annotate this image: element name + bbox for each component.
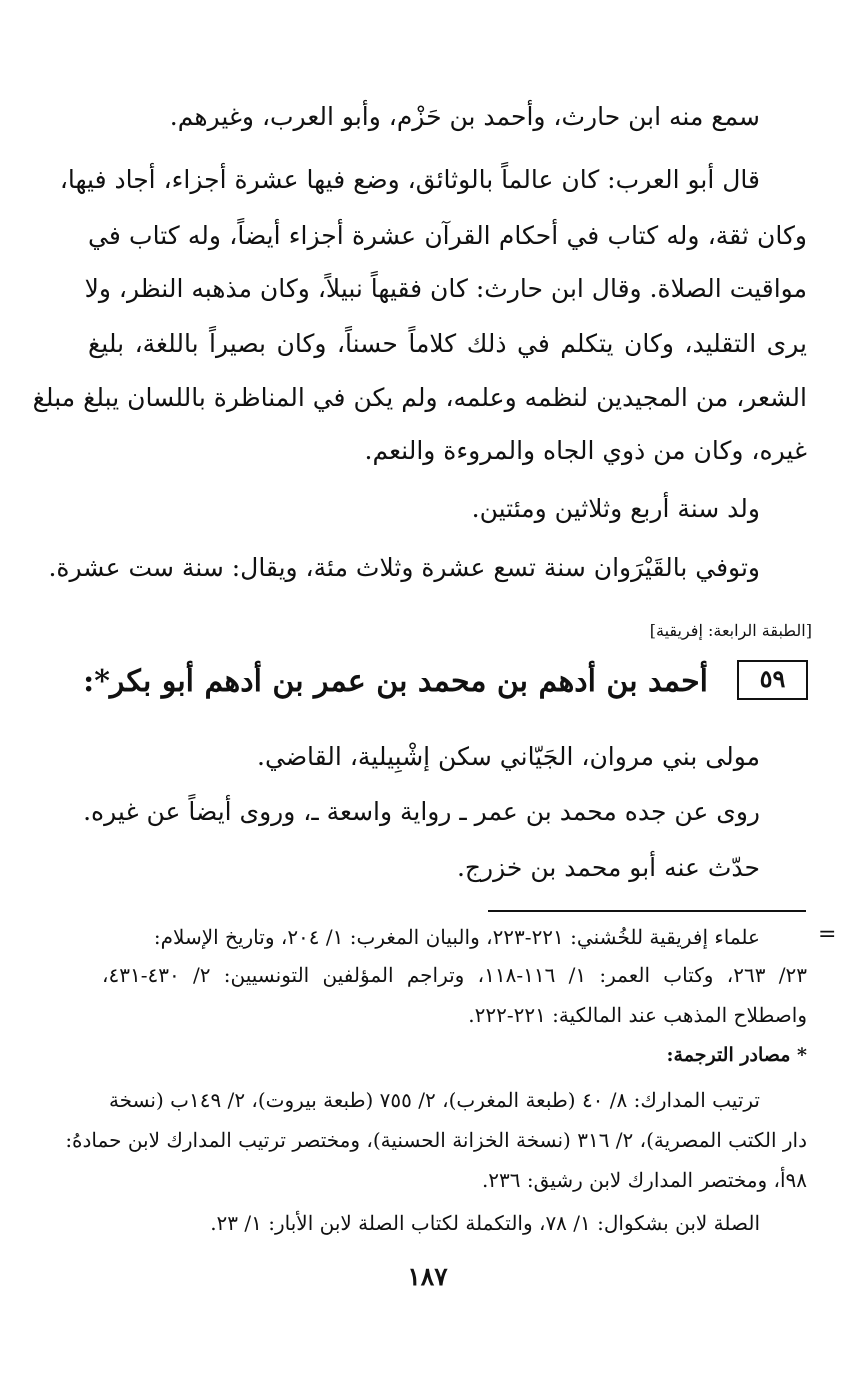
footnote-sources-heading: * مصادر الترجمة: — [666, 1044, 807, 1066]
text-line: يرى التقليد، وكان يتكلم في ذلك كلاماً حسناً، وكان بصيراً باللغة، بليغ — [88, 329, 807, 358]
footnote-line: الصلة لابن بشكوال: ١/ ٧٨، والتكملة لكتاب الصلة لابن الأبار: ١/ ٢٣. — [210, 1211, 760, 1235]
footnote-line: واصطلاح المذهب عند المالكية: ٢٢١-٢٢٢. — [468, 1003, 807, 1027]
text-line: قال أبو العرب: كان عالماً بالوثائق، وضع فيها عشرة أجزاء، أجاد فيها، — [59, 165, 760, 194]
text-line: غيره، وكان من ذوي الجاه والمروءة والنعم. — [364, 436, 807, 465]
entry-line: مولى بني مروان، الجَيّاني سكن إشْبِيلية، القاضي. — [257, 742, 760, 771]
text-line: وكان ثقة، وله كتاب في أحكام القرآن عشرة أجزاء أيضاً، وله كتاب في — [88, 221, 807, 250]
text-line: ولد سنة أربع وثلاثين ومئتين. — [471, 494, 760, 523]
text-line: الشعر، من المجيدين لنظمه وعلمه، ولم يكن في المناظرة باللسان يبلغ مبلغ — [32, 383, 807, 412]
footnote-line: ٩٨أ، ومختصر المدارك لابن رشيق: ٢٣٦. — [481, 1168, 807, 1192]
text-line: مواقيت الصلاة. وقال ابن حارث: كان فقيهاً نبيلاً، وكان مذهبه النظر، ولا — [84, 274, 807, 303]
section-tag: [الطبقة الرابعة: إفريقية] — [649, 621, 812, 640]
footnote-line: ترتيب المدارك: ٨/ ٤٠ (طبعة المغرب)، ٢/ ٧٥٥ (طبعة بيروت)، ٢/ ١٤٩ب (نسخة — [108, 1088, 760, 1112]
footnote-continuation-mark: = — [818, 922, 837, 947]
entry-title: أحمد بن أدهم بن محمد بن عمر بن أدهم أبو بكر*: — [83, 664, 708, 699]
footnote-separator — [488, 910, 806, 912]
entry-line: روى عن جده محمد بن عمر ـ رواية واسعة ـ، وروى أيضاً عن غيره. — [83, 797, 760, 826]
page-number: ١٨٧ — [407, 1262, 448, 1291]
footnote-line: دار الكتب المصرية)، ٢/ ٣١٦ (نسخة الخزانة الحسنية)، ومختصر ترتيب المدارك لابن حمادهُ: — [65, 1128, 807, 1152]
text-line: وتوفي بالقَيْرَوان سنة تسع عشرة وثلاث مئة، ويقال: سنة ست عشرة. — [48, 553, 760, 582]
footnote-line: ٢٣/ ٢٦٣، وكتاب العمر: ١/ ١١٦-١١٨، وتراجم المؤلفين التونسيين: ٢/ ٤٣٠-٤٣١، — [102, 963, 807, 987]
entry-number-box: ٥٩ — [737, 660, 808, 700]
text-line: سمع منه ابن حارث، وأحمد بن حَزْم، وأبو العرب، وغيرهم. — [169, 102, 760, 131]
entry-line: حدّث عنه أبو محمد بن خزرج. — [456, 853, 760, 882]
footnote-line: علماء إفريقية للخُشني: ٢٢١-٢٢٣، والبيان المغرب: ١/ ٢٠٤، وتاريخ الإسلام: — [153, 925, 760, 949]
